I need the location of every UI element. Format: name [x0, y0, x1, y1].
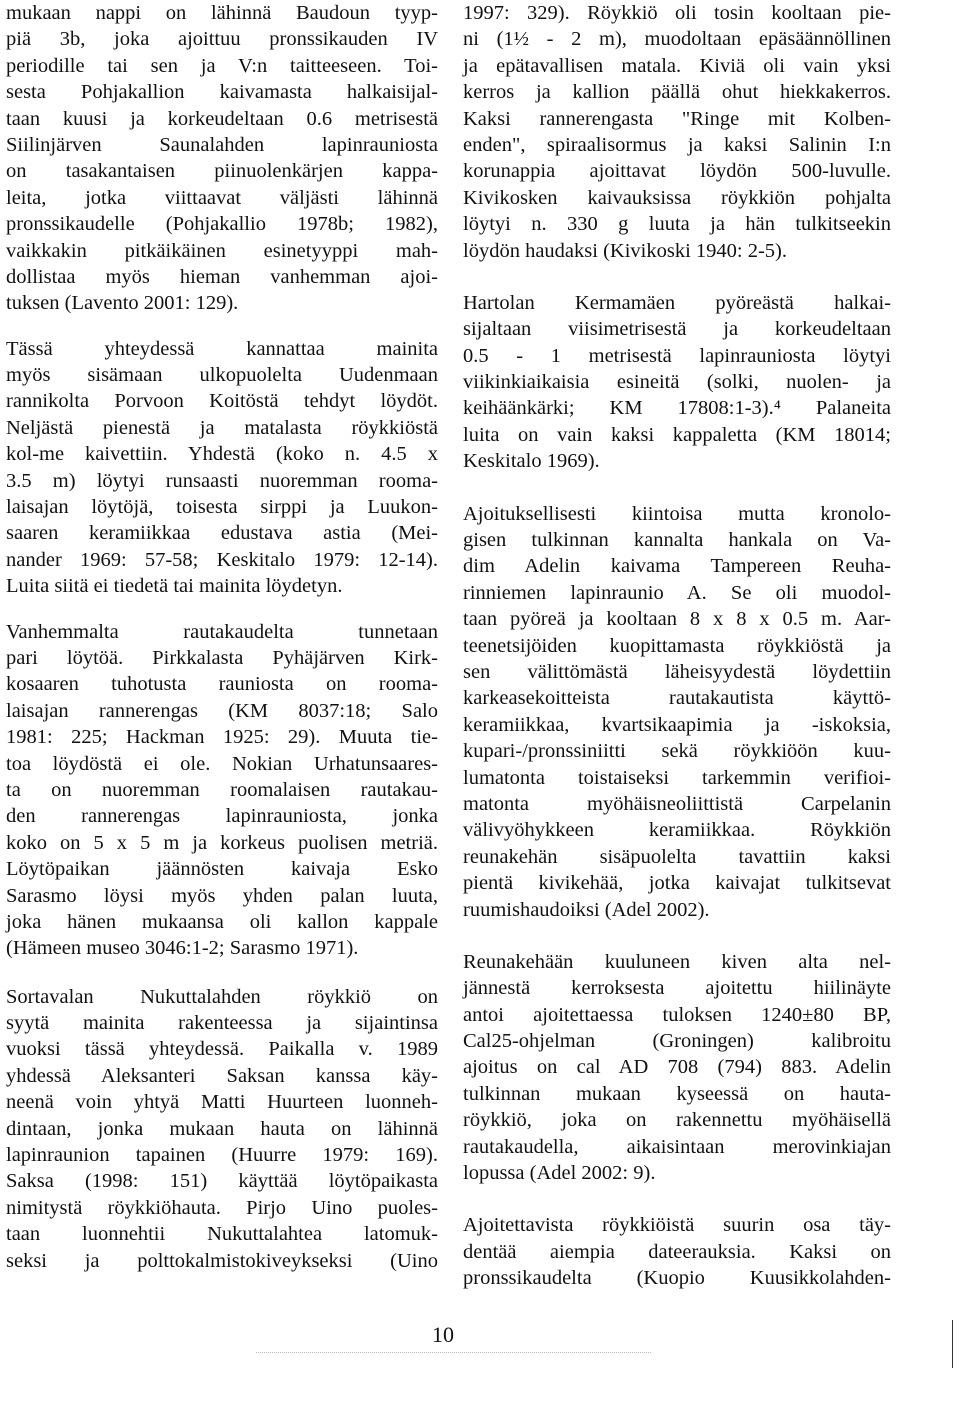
text-line: Vanhemmalta rautakaudelta tunnetaan	[6, 620, 438, 643]
text-line: Reunakehään kuuluneen kiven alta nel-	[463, 950, 891, 973]
text-line: Cal25-ohjelman (Groningen) kalibroitu	[463, 1030, 891, 1053]
text-line: taan luonnehtii Nukuttalahtea latomuk-	[6, 1223, 438, 1246]
text-line: leita, jotka viittaavat väljästi lähinnä	[6, 186, 438, 209]
text-line: dentää aiempia dateerauksia. Kaksi on	[463, 1240, 891, 1263]
paragraph	[463, 1212, 891, 1291]
text-line: luita on vain kaksi kappaletta (KM 18014;	[463, 423, 891, 446]
text-line: reunakehän sisäpuolelta tavattiin kaksi	[463, 845, 891, 868]
paragraph	[463, 501, 891, 923]
paragraph	[6, 0, 438, 317]
page-number: 10	[432, 1322, 454, 1347]
text-line: ajoitus on cal AD 708 (794) 883. Adelin	[463, 1056, 891, 1079]
text-line: rautakaudella, aikaisintaan merovinkiajan	[463, 1135, 891, 1158]
text-line: mukaan nappi on lähinnä Baudoun tyyp-	[6, 2, 438, 24]
text-line: Kivikosken kaivauksissa röykkiön pohjalta	[463, 186, 891, 209]
text-line: pronssikaudelle (Pohjakallio 1978b; 1982),	[6, 213, 438, 236]
text-line: periodille tai sen ja V:n taitteeseen. Toi-	[6, 54, 438, 77]
text-line: laisajan löytöjä, toisesta sirppi ja Luukon-	[6, 496, 438, 519]
text-line: kerros ja kallion päällä ohut hiekkakerros.	[463, 81, 891, 104]
scan-edge-mark	[952, 1320, 953, 1368]
text-line: kol-me kaivettiin. Yhdestä (koko n. 4.5 x	[6, 443, 438, 466]
text-line: dintaan, jonka mukaan hauta on lähinnä	[6, 1117, 438, 1140]
text-line: neenä voin yhtyä Matti Huurteen luonneh-	[6, 1091, 438, 1114]
text-line: seksi ja polttokalmistokiveykseksi (Uino	[6, 1249, 438, 1272]
text-line: ruumishaudoiksi (Adel 2002).	[463, 898, 710, 921]
text-line: pari löytöä. Pirkkalasta Pyhäjärven Kirk-	[6, 646, 438, 669]
text-line: ni (1½ - 2 m), muodoltaan epäsäännöllinen	[463, 28, 891, 51]
paragraph	[463, 0, 891, 264]
text-line: Luita siitä ei tiedetä tai mainita löydetyn.	[6, 575, 343, 598]
paragraph	[463, 949, 891, 1187]
text-line: on tasakantaisen piinuolenkärjen kappa-	[6, 160, 438, 183]
text-line: tulkinnan mukaan kyseessä on hauta-	[463, 1082, 891, 1105]
text-line: 3.5 m) löytyi runsaasti nuoremman rooma-	[6, 469, 438, 492]
text-line: nimitystä röykkiöhauta. Pirjo Uino puoles-	[6, 1196, 438, 1219]
paragraph	[6, 619, 438, 962]
text-line: den rannerengas lapinrauniosta, jonka	[6, 805, 438, 828]
text-line: teenetsijöiden kuopittamasta röykkiöstä ja	[463, 634, 891, 657]
text-line: sen välittömästä läheisyydestä löydettiin	[463, 660, 891, 683]
paragraph	[463, 290, 891, 475]
text-line: dim Adelin kaivama Tampereen Reuha-	[463, 555, 891, 578]
text-line: 1981: 225; Hackman 1925: 29). Muuta tie-	[6, 726, 438, 749]
left-text-column	[6, 0, 438, 1274]
text-line: korunappia ajoittavat löydön 500-luvulle.	[463, 160, 891, 183]
text-line: toa löydöstä ei ole. Nokian Urhatunsaares-	[6, 752, 438, 775]
text-line: sijaltaan viisimetrisestä ja korkeudeltaan	[463, 318, 891, 341]
text-line: kosaaren tuhotusta rauniosta on rooma-	[6, 673, 438, 696]
text-line: karkeasekoitteista rautakautista käyttö-	[463, 687, 891, 710]
text-line: 1997: 329). Röykkiö oli tosin kooltaan pie-	[463, 2, 891, 24]
text-line: löytyi n. 330 g luuta ja hän tulkitseekin	[463, 213, 891, 236]
text-line: rinniemen lapinraunio A. Se oli muodol-	[463, 581, 891, 604]
text-line: dollistaa myös hieman vanhemman ajoi-	[6, 265, 438, 288]
text-line: (Hämeen museo 3046:1-2; Sarasmo 1971).	[6, 937, 359, 960]
text-line: syytä mainita rakenteessa ja sijaintinsa	[6, 1012, 438, 1035]
text-line: Ajoitettavista röykkiöistä suurin osa täy-	[463, 1214, 891, 1237]
text-line: sesta Pohjakallion kaivamasta halkaisijal-	[6, 81, 438, 104]
right-text-column	[463, 0, 891, 1292]
paragraph	[6, 984, 438, 1274]
text-line: Saksa (1998: 151) käyttää löytöpaikasta	[6, 1170, 438, 1193]
text-line: Neljästä pienestä ja matalasta röykkiöstä	[6, 416, 438, 439]
text-line: taan kuusi ja korkeudeltaan 0.6 metrisestä	[6, 107, 438, 130]
text-line: jännestä kerroksesta ajoitettu hiilinäyte	[463, 977, 891, 1000]
text-line: lopussa (Adel 2002: 9).	[463, 1162, 656, 1185]
text-line: löydön haudaksi (Kivikoski 1940: 2-5).	[463, 239, 787, 262]
text-line: gisen tulkinnan kannalta hankala on Va-	[463, 529, 891, 552]
text-line: lumatonta toistaiseksi tarkemmin verifioi-	[463, 766, 891, 789]
text-line: Tässä yhteydessä kannattaa mainita	[6, 337, 438, 360]
text-line: Kaksi rannerengasta "Ringe mit Kolben-	[463, 107, 891, 130]
text-line: taan pyöreä ja kooltaan 8 x 8 x 0.5 m. Aar-	[463, 608, 891, 631]
text-line: vaikkakin pitkäikäinen esinetyyppi mah-	[6, 239, 438, 262]
text-line: tuksen (Lavento 2001: 129).	[6, 292, 239, 315]
text-line: piä 3b, joka ajoittuu pronssikauden IV	[6, 28, 438, 51]
text-line: laisajan rannerengas (KM 8037:18; Salo	[6, 699, 438, 722]
text-line: keramiikkaa, kvartsikaapimia ja -iskoksia,	[463, 713, 891, 736]
text-line: rannikolta Porvoon Koitöstä tehdyt löydöt.	[6, 390, 438, 413]
text-line: vuoksi tässä yhteydessä. Paikalla v. 1989	[6, 1038, 438, 1061]
text-line: matonta myöhäisneoliittistä Carpelanin	[463, 792, 891, 815]
text-line: yhdessä Aleksanteri Saksan kanssa käy-	[6, 1064, 438, 1087]
text-line: pronssikaudelta (Kuopio Kuusikkolahden-	[463, 1267, 891, 1290]
text-line: Hartolan Kermamäen pyöreästä halkai-	[463, 291, 891, 314]
paragraph	[6, 336, 438, 600]
text-line: myös sisämaan ulkopuolelta Uudenmaan	[6, 364, 438, 387]
text-line: viikinkiaikaisia esineitä (solki, nuolen- ja	[463, 371, 891, 394]
text-line: ja epätavallisen matala. Kiviä oli vain yksi	[463, 54, 891, 77]
text-line: Sortavalan Nukuttalahden röykkiö on	[6, 985, 438, 1008]
text-line: lapinraunion tapainen (Huurre 1979: 169).	[6, 1144, 438, 1167]
text-line: Ajoituksellisesti kiintoisa mutta kronolo-	[463, 502, 891, 525]
text-line: ta on nuoremman roomalaisen rautakau-	[6, 778, 438, 801]
text-line: välivyöhykkeen keramiikkaa. Röykkiön	[463, 819, 891, 842]
text-line: enden", spiraalisormus ja kaksi Salinin I:n	[463, 133, 891, 156]
text-line: keihäänkärki; KM 17808:1-3).⁴ Palaneita	[463, 397, 891, 420]
text-line: nander 1969: 57-58; Keskitalo 1979: 12-14).	[6, 548, 438, 571]
footer-rule	[256, 1352, 651, 1353]
text-line: Siilinjärven Saunalahden lapinrauniosta	[6, 133, 438, 156]
text-line: Sarasmo löysi myös yhden palan luuta,	[6, 884, 438, 907]
text-line: röykkiö, joka on rakennettu myöhäisellä	[463, 1109, 891, 1132]
text-line: Keskitalo 1969).	[463, 450, 600, 473]
text-line: kupari-/pronssiniitti sekä röykkiöön kuu-	[463, 740, 891, 763]
text-line: Löytöpaikan jäännösten kaivaja Esko	[6, 858, 438, 881]
text-line: saaren keramiikkaa edustava astia (Mei-	[6, 522, 438, 545]
text-line: 0.5 - 1 metrisestä lapinrauniosta löytyi	[463, 344, 891, 367]
text-line: antoi ajoitettaessa tuloksen 1240±80 BP,	[463, 1003, 891, 1026]
text-line: pientä kivikehää, jotka kaivajat tulkitsevat	[463, 872, 891, 895]
text-line: koko on 5 x 5 m ja korkeus puolisen metriä.	[6, 831, 438, 854]
text-line: joka hänen mukaansa oli kallon kappale	[6, 910, 438, 933]
